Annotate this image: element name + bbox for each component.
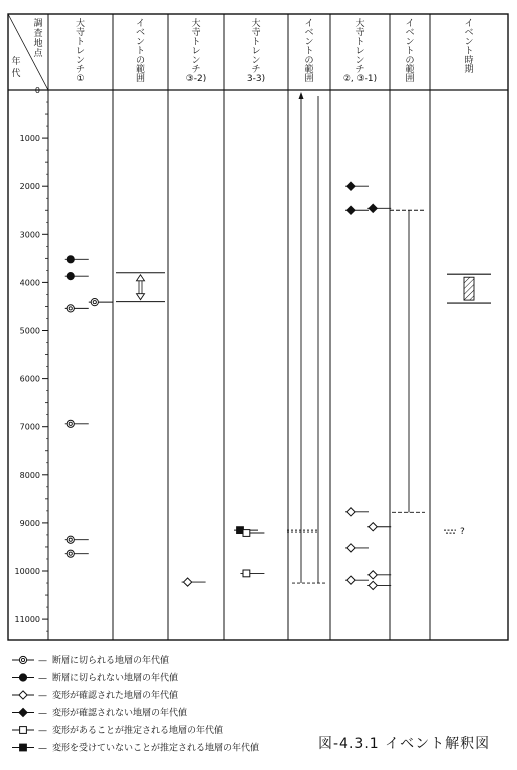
column-header-char: ン <box>405 37 415 48</box>
column-header-char: イ <box>135 19 146 29</box>
column-header-char: 寺 <box>191 28 201 39</box>
data-point-open-square <box>243 570 250 577</box>
column-header-char: 寺 <box>251 28 261 39</box>
column-header-char: チ <box>191 65 201 75</box>
column-header-char: イ <box>304 19 314 29</box>
corner-label-left-char: 代 <box>11 69 21 79</box>
data-point-filled-circle <box>67 256 74 263</box>
column-header-char: 大 <box>191 19 201 29</box>
y-axis-tick-label: 3000 <box>19 230 40 240</box>
column-header-char: 大 <box>355 19 365 29</box>
column-header-c2 <box>136 18 145 84</box>
column-header-char: 3-3) <box>246 74 266 85</box>
legend-dash: — <box>38 673 47 684</box>
legend-item-filled-circle <box>12 672 178 684</box>
event-range-c2 <box>116 273 165 302</box>
data-point-filled-diamond <box>369 204 377 212</box>
column-header-char: 期 <box>464 65 474 75</box>
column-header-char: 囲 <box>135 74 146 85</box>
data-point-layer <box>65 182 391 589</box>
column-header-char: 大 <box>251 19 261 29</box>
legend-item-filled-square <box>12 742 259 754</box>
column-header-char: 寺 <box>355 28 365 39</box>
column-header-char: ト <box>191 37 201 48</box>
legend-label: 断層に切られる地層の年代値 <box>52 656 170 666</box>
column-header-c3 <box>186 17 207 84</box>
column-header-char: ト <box>355 37 365 48</box>
legend-item-filled-diamond <box>12 707 187 719</box>
column-header-c6 <box>343 17 377 84</box>
column-header-char: イ <box>405 19 415 29</box>
column-header-char: チ <box>251 65 261 75</box>
column-header-char: ン <box>75 55 86 66</box>
column-header-c1 <box>76 17 85 84</box>
legend-label: 変形を受けていないことが推定される地層の年代値 <box>52 743 260 754</box>
y-axis-tick-label: 4000 <box>19 278 40 288</box>
column-header-char: ン <box>464 37 474 48</box>
column-header-char: の <box>135 55 146 66</box>
legend-symbol-filled-diamond <box>19 708 27 716</box>
data-point-double-circle <box>67 536 74 543</box>
data-point-filled-diamond <box>347 206 355 214</box>
event-period-uncertain-note <box>444 527 465 537</box>
data-point-open-diamond <box>369 571 377 579</box>
data-point-double-circle <box>67 305 74 312</box>
column-header-char: 囲 <box>304 74 314 85</box>
data-point-open-diamond <box>347 508 355 516</box>
legend-dash: — <box>38 708 47 719</box>
y-axis-tick-label: 9000 <box>19 518 40 528</box>
header-row <box>8 14 474 90</box>
data-point-double-circle <box>67 420 74 427</box>
corner-label-top-char: 調 <box>33 19 43 29</box>
column-header-char: レ <box>75 46 86 57</box>
data-point-open-diamond <box>347 544 355 552</box>
column-header-c4 <box>247 17 265 84</box>
column-header-char: ン <box>355 55 365 66</box>
column-header-char: 囲 <box>405 74 415 85</box>
column-header-char: ②, ③-1) <box>342 74 378 85</box>
column-header-char: ン <box>304 37 314 48</box>
column-header-char: ③-2) <box>185 74 207 85</box>
column-header-char: ト <box>75 37 86 48</box>
column-header-char: ① <box>76 74 85 85</box>
column-header-char: ベ <box>464 28 474 39</box>
column-header-char: ベ <box>304 28 314 39</box>
chart-frame <box>8 14 508 640</box>
legend-dash: — <box>38 726 47 736</box>
column-header-char: ン <box>135 37 146 48</box>
data-point-open-diamond <box>184 578 192 586</box>
legend-dash: — <box>38 656 47 666</box>
column-header-char: レ <box>355 46 365 57</box>
legend-dash: — <box>38 691 47 701</box>
column-header-char: ベ <box>135 28 146 39</box>
column-header-char: 範 <box>135 65 146 75</box>
data-point-open-diamond <box>347 576 355 584</box>
y-axis-tick-label: 10000 <box>14 567 40 576</box>
column-header-char: チ <box>75 65 86 75</box>
legend-symbol-open-diamond <box>19 691 27 699</box>
column-header-c7 <box>405 18 414 84</box>
y-axis-tick-label: 7000 <box>19 422 40 432</box>
legend <box>12 654 259 754</box>
column-header-char: レ <box>191 46 201 57</box>
column-header-char: チ <box>355 65 365 75</box>
y-axis-tick-label: 1000 <box>19 134 40 144</box>
column-header-char: ト <box>251 37 261 48</box>
corner-label-top-char: 査 <box>33 29 43 39</box>
event-range-layer <box>116 92 491 583</box>
legend-item-open-diamond <box>12 689 178 701</box>
column-header-char: 時 <box>464 55 474 66</box>
column-header-char: 大 <box>75 19 86 29</box>
column-header-char: イ <box>464 19 474 29</box>
event-period-bar <box>447 274 491 303</box>
y-axis-tick-label: 6000 <box>19 374 40 384</box>
column-header-char: の <box>405 55 415 66</box>
event-range-c7 <box>390 210 425 512</box>
event-range-c5 <box>287 92 325 583</box>
legend-symbol-open-square <box>20 727 27 734</box>
column-header-char: の <box>304 55 314 66</box>
data-point-double-circle <box>67 550 74 557</box>
column-header-char: 範 <box>304 65 314 75</box>
legend-symbol-filled-square <box>20 744 27 751</box>
y-axis-tick-label: 2000 <box>19 182 40 192</box>
legend-dash: — <box>38 743 47 754</box>
data-point-filled-square <box>237 527 244 534</box>
data-point-filled-diamond <box>347 182 355 190</box>
legend-label: 断層に切られない地層の年代値 <box>52 673 179 684</box>
legend-label: 変形が確認された地層の年代値 <box>52 691 179 701</box>
data-point-double-circle <box>91 299 98 306</box>
column-header-c5 <box>304 18 313 84</box>
question-mark: ? <box>460 527 465 538</box>
chart-grid <box>8 14 508 640</box>
data-point-open-diamond <box>369 581 377 589</box>
column-header-char: ン <box>191 55 201 66</box>
legend-label: 変形が確認されない地層の年代値 <box>52 708 188 719</box>
figure-caption: 図-4.3.1 イベント解釈図 <box>318 736 491 752</box>
column-header-char: ベ <box>405 28 415 39</box>
y-axis-tick-label: 11000 <box>14 615 40 625</box>
legend-symbol-double-circle <box>19 656 26 663</box>
legend-item-open-square <box>12 724 223 736</box>
legend-item-double-circle <box>12 654 169 666</box>
y-axis-tick-label: 0 <box>34 86 40 95</box>
data-point-filled-circle <box>67 273 74 280</box>
column-header-c8 <box>464 18 473 75</box>
y-axis-tick-label: 5000 <box>19 326 40 336</box>
column-header-char: 寺 <box>75 28 86 39</box>
y-axis-tick-label: 8000 <box>19 470 40 480</box>
column-header-char: レ <box>251 46 261 57</box>
column-header-char: ト <box>135 46 146 57</box>
column-header-char: 範 <box>405 65 415 75</box>
column-header-char: ト <box>464 46 474 57</box>
legend-symbol-filled-circle <box>19 674 26 681</box>
column-header-char: ト <box>304 46 314 57</box>
corner-label-top-char: 点 <box>33 49 43 59</box>
column-header-char: ト <box>405 46 415 57</box>
data-point-open-diamond <box>369 523 377 531</box>
column-header-char: ン <box>251 55 261 66</box>
legend-label: 変形があることが推定される地層の年代値 <box>52 726 224 736</box>
corner-label-left-char: 年 <box>11 57 21 67</box>
corner-label-top-char: 地 <box>33 39 43 49</box>
data-point-open-square <box>243 530 250 537</box>
